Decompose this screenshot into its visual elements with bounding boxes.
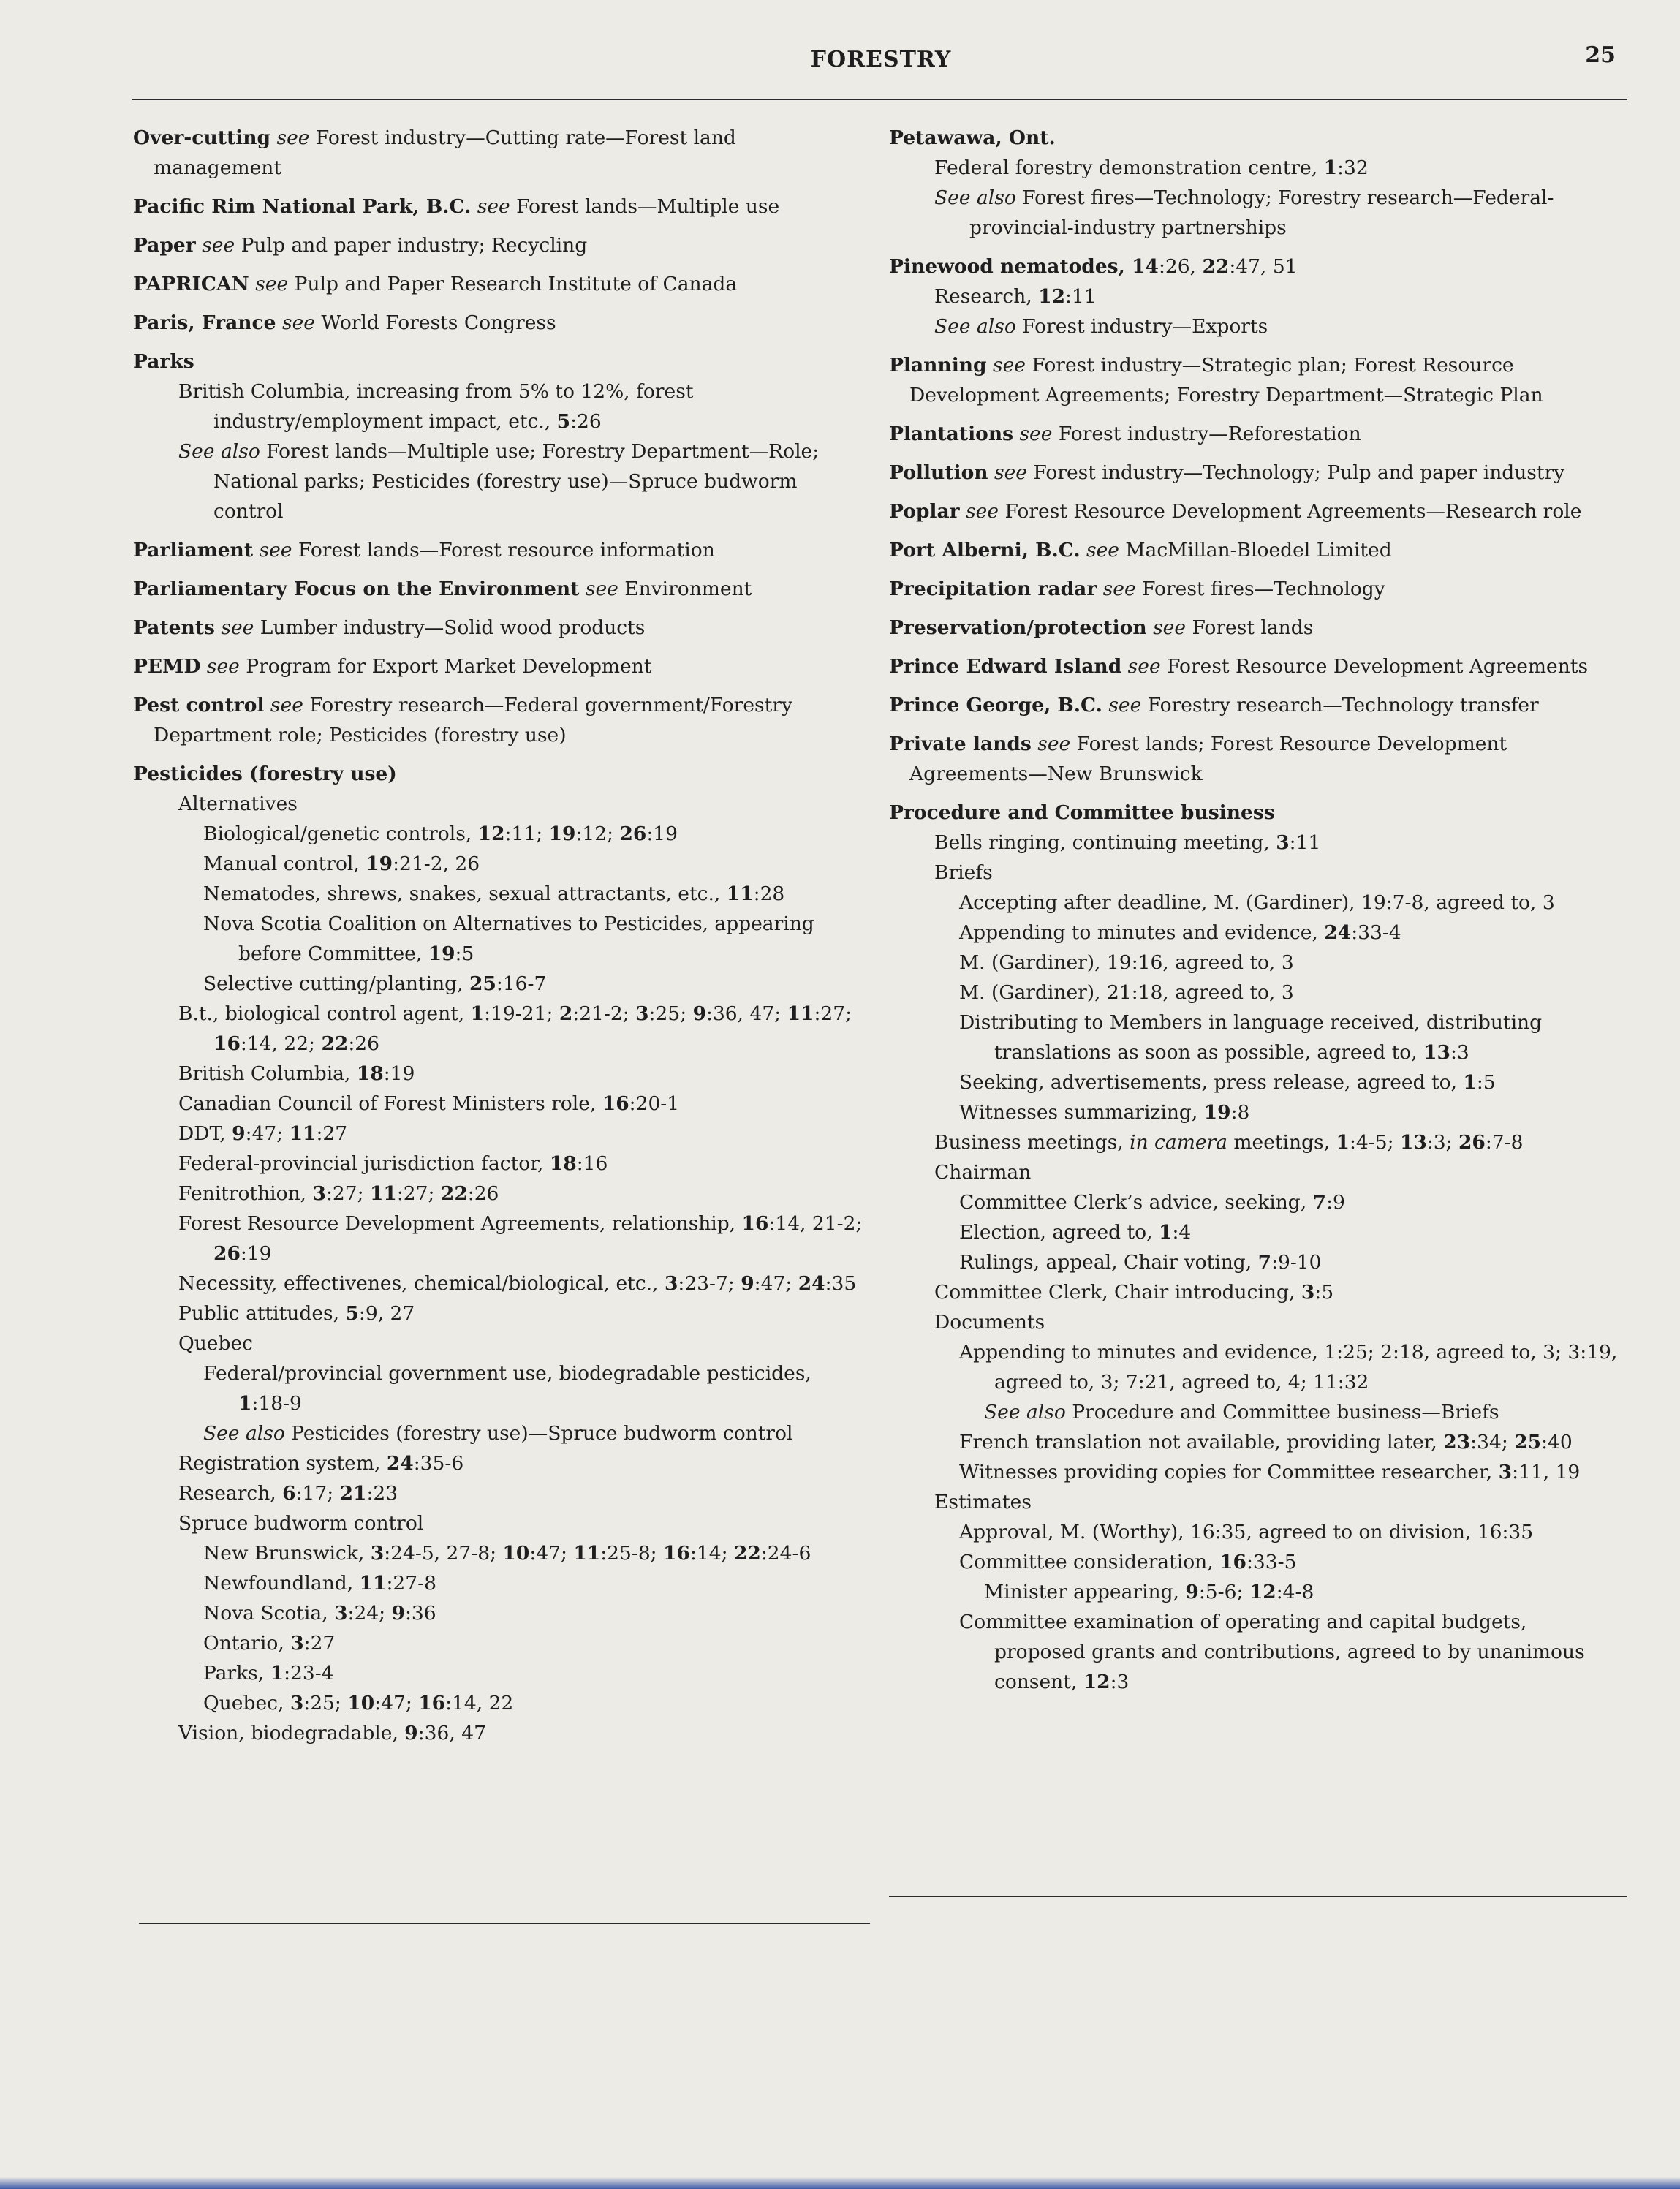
issue-number: 9 [404,1722,418,1744]
see-reference: see [276,126,310,149]
index-subentry: Necessity, effectivenes, chemical/biological, etc., 3:23-7; 9:47; 24:35 [178,1272,857,1295]
subentry-text: Pesticides (forestry use)—Spruce budworm control [291,1422,793,1445]
subentry-text: M. (Gardiner), 21:18, agreed to, 3 [959,981,1294,1004]
entry-heading: Planning [889,354,987,377]
issue-number: 1 [1158,1221,1173,1244]
index-subentry [178,1508,864,1538]
index-subentry: Newfoundland, 11:27-8 [203,1572,436,1595]
issue-number: 12 [1249,1581,1276,1603]
issue-number: 11 [573,1542,601,1565]
index-entry [133,269,864,299]
index-entry [133,230,864,260]
issue-number: 9 [741,1272,754,1295]
index-column-right [889,123,1620,1706]
index-subentry: B.t., biological control agent, 1:19-21; 2:21-2; 3:25; 9:36, 47; 11:27; 16:14, 22; 22:26 [178,1002,852,1055]
subentry-text: New Brunswick, [203,1542,371,1565]
see-reference: see [994,461,1027,484]
subentry-text: Forest fires—Technology; Forestry research—Federal-provincial-industry partnerships [969,186,1554,239]
issue-number: 16 [418,1692,446,1714]
subentry-text: Federal forestry demonstration centre, [934,156,1324,179]
issue-number: 19 [548,823,576,845]
issue-number: 13 [1423,1041,1450,1064]
see-reference: see [202,234,235,257]
issue-number: 24 [386,1452,414,1475]
subentry-text: Forest lands—Multiple use; Forestry Department—Role; National parks; Pesticides (forestry use)—Spruce budworm control [213,440,820,523]
subentry-text: Committee Clerk’s advice, seeking, [959,1191,1313,1214]
subentry-text: Approval, M. (Worthy), 16:35, agreed to on division, 16:35 [959,1521,1534,1543]
index-subentry [203,1418,864,1448]
issue-number: 11 [359,1572,387,1595]
subentry-text: Registration system, [178,1452,387,1475]
entry-heading: Patents [133,616,215,639]
index-subentry: Nova Scotia Coalition on Alternatives to Pesticides, appearing before Committee, 19:5 [203,912,814,965]
cross-reference-text: MacMillan-Bloedel Limited [1125,539,1392,562]
entry-heading: Paper [133,234,196,257]
index-subentry: Committee examination of operating and capital budgets, proposed grants and contributions, agreed to by unanimous consent, 12:3 [959,1611,1585,1693]
subentry-text: Quebec [178,1332,253,1355]
issue-number: 3 [635,1002,649,1025]
issue-number: 16 [741,1212,769,1235]
index-entry [133,535,864,565]
index-subentry: Federal/provincial government use, biodegradable pesticides, 1:18-9 [203,1362,811,1415]
subentry-text: Committee examination of operating and capital budgets, proposed grants and contributions, agreed to by unanimous consent, [959,1611,1585,1693]
index-entry [889,535,1620,565]
see-reference: see [1127,655,1161,678]
entry-heading: Pesticides (forestry use) [133,763,397,785]
entry-heading: Prince George, B.C. [889,694,1102,717]
index-subentry [959,888,1620,918]
subentry-text: Necessity, effectivenes, chemical/biological, etc., [178,1272,665,1295]
index-subentry [934,858,1620,888]
issue-number: 14 [1132,255,1159,278]
issue-number: 5 [556,410,571,433]
index-subentry: Witnesses summarizing, 19:8 [959,1101,1250,1124]
entry-heading: Poplar [889,500,960,523]
issue-number: 21 [339,1482,367,1505]
subentry-text: Ontario, [203,1632,291,1655]
subentry-text: Minister appearing, [984,1581,1186,1603]
index-subentry: New Brunswick, 3:24-5, 27-8; 10:47; 11:25-8; 16:14; 22:24-6 [203,1542,811,1565]
see-reference: see [221,616,254,639]
subentry-text: Procedure and Committee business—Briefs [1072,1401,1499,1424]
subentry-text: Chairman [934,1161,1032,1184]
issue-number: 26 [619,823,647,845]
issue-number: 26 [1458,1131,1486,1154]
subentry-text: Forest Resource Development Agreements, relationship, [178,1212,742,1235]
index-subentry [934,1487,1620,1517]
issue-number: 1 [1463,1071,1477,1094]
entry-heading: Pinewood nematodes, [889,255,1132,278]
issue-number: 18 [549,1152,577,1175]
index-subentry: Parks, 1:23-4 [203,1662,334,1685]
index-subentry [934,183,1620,243]
index-subentry: Distributing to Members in language received, distributing translations as soon as possible, agreed to, 13:3 [959,1011,1543,1064]
see-reference: see [281,311,315,334]
index-entry [133,192,864,222]
index-subentry [178,789,864,819]
entry-heading: Port Alberni, B.C. [889,539,1081,562]
subentry-text: Committee consideration, [959,1551,1220,1573]
subentry-text: Biological/genetic controls, [203,823,478,845]
subentry-text: Alternatives [178,793,298,815]
index-entry [133,690,864,750]
subentry-text: Documents [934,1311,1045,1334]
issue-number: 12 [1038,285,1066,308]
issue-number: 1 [270,1662,284,1685]
subentry-text: M. (Gardiner), 19:16, agreed to, 3 [959,951,1294,974]
index-subentry [934,1307,1620,1337]
issue-number: 23 [1443,1431,1471,1453]
index-subentry: Research, 6:17; 21:23 [178,1482,398,1505]
issue-number: 26 [213,1242,241,1265]
issue-number: 19 [366,852,393,875]
issue-number: 12 [477,823,505,845]
index-subentry [178,436,864,526]
subentry-text: Estimates [934,1491,1032,1513]
index-subentry: Minister appearing, 9:5-6; 12:4-8 [984,1581,1314,1603]
issue-number: 2 [559,1002,573,1025]
entry-heading: Over-cutting [133,126,271,149]
issue-number: 16 [663,1542,690,1565]
index-subentry: Research, 12:11 [934,285,1097,308]
issue-number: 19 [1203,1101,1231,1124]
cross-reference-text: Forest lands—Forest resource information [298,539,715,562]
issue-number: 9 [232,1122,246,1145]
entry-heading: Petawawa, Ont. [889,126,1056,149]
issue-number: 11 [726,882,754,905]
index-subentry: British Columbia, 18:19 [178,1062,415,1085]
subentry-text: Business meetings, [934,1131,1130,1154]
see-also-reference: See also [984,1401,1066,1424]
subentry-text: Committee Clerk, Chair introducing, [934,1281,1301,1304]
index-subentry: Federal-provincial jurisdiction factor, 18:16 [178,1152,608,1175]
issue-number: 18 [356,1062,384,1085]
issue-number: 3 [334,1602,348,1625]
subentry-text: Quebec, [203,1692,290,1714]
see-reference: see [585,578,618,600]
cross-reference-text: Lumber industry—Solid wood products [260,616,646,639]
see-reference: see [1153,616,1187,639]
cross-reference-text: Forest fires—Technology [1142,578,1385,600]
see-reference: see [1019,423,1053,445]
subentry-text: Research, [178,1482,283,1505]
see-reference: see [993,354,1026,377]
entry-heading: PEMD [133,655,201,678]
header-rule [132,99,1627,100]
entry-heading: Parliament [133,539,254,562]
entry-heading: Parliamentary Focus on the Environment [133,578,580,600]
index-subentry: Business meetings, in camera meetings, 1:4-5; 13:3; 26:7-8 [934,1131,1524,1154]
index-entry [889,419,1620,449]
subentry-text: Spruce budworm control [178,1512,424,1535]
index-subentry: Nova Scotia, 3:24; 9:36 [203,1602,436,1625]
issue-number: 10 [502,1542,530,1565]
entry-heading: Pacific Rim National Park, B.C. [133,195,472,218]
issue-number: 7 [1257,1251,1272,1274]
issue-number: 22 [440,1182,468,1205]
subentry-text: Appending to minutes and evidence, [959,921,1325,944]
issue-number: 1 [1336,1131,1350,1154]
entry-heading: Precipitation radar [889,578,1097,600]
index-entry [133,651,864,681]
index-subentry: Seeking, advertisements, press release, agreed to, 1:5 [959,1071,1496,1094]
issue-number: 24 [798,1272,825,1295]
index-entry [133,308,864,338]
subentry-text: Rulings, appeal, Chair voting, [959,1251,1258,1274]
entry-heading: Procedure and Committee business [889,801,1275,824]
issue-number: 9 [391,1602,405,1625]
subentry-text: Selective cutting/planting, [203,972,469,995]
subentry-text: Research, [934,285,1039,308]
subentry-text: B.t., biological control agent, [178,1002,471,1025]
index-subentry: Public attitudes, 5:9, 27 [178,1302,415,1325]
scan-edge [0,2177,1680,2189]
cross-reference-text: Forest lands—Multiple use [516,195,780,218]
index-entry: Pinewood nematodes, 14:26, 22:47, 51 Research, 12:11 See also Forest industry—Exports [889,252,1620,341]
index-entry [889,798,1620,1697]
subentry-text: DDT, [178,1122,232,1145]
entry-heading: Plantations [889,423,1014,445]
cross-reference-text: Forest lands; Forest Resource Development Agreements—New Brunswick [909,733,1507,785]
subentry-text: Newfoundland, [203,1572,360,1595]
issue-number: 25 [469,972,496,995]
issue-number: 6 [282,1482,296,1505]
subentry-text: Appending to minutes and evidence, 1:25; 2:18, agreed to, 3; 3:19, agreed to, 3; 7:21, agreed to, 4; 11:32 [959,1341,1618,1394]
running-head: FORESTRY [810,47,952,72]
issue-number: 12 [1083,1671,1110,1693]
subentry-text: Nematodes, shrews, snakes, sexual attractants, etc., [203,882,727,905]
index-entry [889,496,1620,526]
cross-reference-text: Program for Export Market Development [246,655,652,678]
index-entry [133,574,864,604]
index-subentry: Witnesses providing copies for Committee researcher, 3:11, 19 [959,1461,1581,1483]
right-column-end-rule [889,1896,1627,1897]
issue-number: 16 [1219,1551,1246,1573]
issue-number: 1 [1323,156,1338,179]
cross-reference-text: Forestry research—Technology transfer [1147,694,1539,717]
entry-heading: Private lands [889,733,1032,755]
issue-number: 3 [664,1272,678,1295]
cross-reference-text: Pulp and paper industry; Recycling [241,234,588,257]
issue-number: 13 [1399,1131,1427,1154]
cross-reference-text: Forest Resource Development Agreements [1167,655,1589,678]
page-number: 25 [1585,42,1616,68]
subentry-text: French translation not available, providing later, [959,1431,1444,1453]
index-entry [889,729,1620,789]
cross-reference-text: Environment [624,578,752,600]
index-subentry: Vision, biodegradable, 9:36, 47 [178,1722,486,1744]
see-also-reference: See also [178,440,260,463]
entry-heading: Prince Edward Island [889,655,1122,678]
index-entry [889,350,1620,410]
issue-number: 3 [1301,1281,1315,1304]
cross-reference-text: World Forests Congress [321,311,556,334]
entry-heading: Parks [133,350,194,373]
issue-number: 19 [428,942,455,965]
cross-reference-text: Forest industry—Strategic plan; Forest Resource Development Agreements; Forestry Department—Strategic Plan [909,354,1543,407]
index-subentry: Nematodes, shrews, snakes, sexual attractants, etc., 11:28 [203,882,785,905]
issue-number: 16 [213,1032,241,1055]
see-reference: see [966,500,999,523]
index-subentry [959,948,1620,978]
index-subentry: Appending to minutes and evidence, 24:33-4 [959,921,1401,944]
see-also-reference: See also [934,315,1016,338]
see-reference: see [1037,733,1071,755]
index-entry [889,574,1620,604]
index-subentry: Quebec, 3:25; 10:47; 16:14, 22 [203,1692,514,1714]
issue-number: 1 [238,1392,252,1415]
issue-number: 7 [1312,1191,1327,1214]
subentry-text: Fenitrothion, [178,1182,313,1205]
index-entry [889,651,1620,681]
left-column-end-rule [139,1923,870,1924]
see-reference: see [206,655,240,678]
page-header [132,42,1630,98]
issue-number: 3 [290,1692,304,1714]
see-reference: see [1108,694,1142,717]
subentry-text: Federal/provincial government use, biodegradable pesticides, [203,1362,811,1385]
issue-number: 22 [733,1542,761,1565]
subentry-text: Vision, biodegradable, [178,1722,405,1744]
see-reference: see [270,694,303,717]
index-entry [889,123,1620,243]
issue-number: 3 [312,1182,326,1205]
issue-number: 3 [1276,831,1290,854]
subentry-text: Seeking, advertisements, press release, agreed to, [959,1071,1464,1094]
cross-reference-text: Forest industry—Technology; Pulp and paper industry [1033,461,1565,484]
issue-number: 16 [602,1092,629,1115]
index-entry [133,759,864,1748]
cross-reference-text: Pulp and Paper Research Institute of Canada [294,273,738,295]
issue-number: 3 [1498,1461,1513,1483]
index-subentry: Biological/genetic controls, 12:11; 19:12; 26:19 [203,823,678,845]
subentry-text: Accepting after deadline, M. (Gardiner), 19:7-8, agreed to, 3 [959,891,1555,914]
see-reference: see [255,273,289,295]
see-reference: see [259,539,292,562]
index-entry [889,690,1620,720]
index-subentry [934,311,1620,341]
subentry-text: Forest industry—Exports [1022,315,1268,338]
index-subentry: Canadian Council of Forest Ministers role, 16:20-1 [178,1092,680,1115]
subentry-text: Election, agreed to, [959,1221,1159,1244]
issue-number: 22 [1202,255,1230,278]
see-reference: see [1086,539,1119,562]
see-also-reference: See also [934,186,1016,209]
issue-number: 24 [1324,921,1352,944]
index-subentry: British Columbia, increasing from 5% to 12%, forest industry/employment impact, etc., 5:26 [178,380,694,433]
index-subentry [934,1157,1620,1187]
see-reference: see [477,195,510,218]
subentry-text: Canadian Council of Forest Ministers role, [178,1092,602,1115]
subentry-text: Public attitudes, [178,1302,346,1325]
index-subentry: Registration system, 24:35-6 [178,1452,464,1475]
subentry-text: Nova Scotia, [203,1602,335,1625]
index-subentry: Manual control, 19:21-2, 26 [203,852,480,875]
entry-heading: PAPRICAN [133,273,249,295]
issue-number: 3 [370,1542,385,1565]
index-subentry: Ontario, 3:27 [203,1632,336,1655]
entry-heading: Pest control [133,694,265,717]
subentry-text: British Columbia, increasing from 5% to 12%, forest industry/employment impact, etc., [178,380,694,433]
index-subentry: Forest Resource Development Agreements, relationship, 16:14, 21-2; 26:19 [178,1212,863,1265]
issue-number: 25 [1514,1431,1542,1453]
index-subentry: Committee consideration, 16:33-5 [959,1551,1297,1573]
index-entry [889,458,1620,488]
issue-number: 11 [787,1002,814,1025]
index-subentry [959,1337,1620,1397]
issue-number: 3 [290,1632,304,1655]
see-reference: see [1102,578,1136,600]
subentry-text: Bells ringing, continuing meeting, [934,831,1276,854]
cross-reference-text: Forest lands [1192,616,1314,639]
see-also-reference: See also [203,1422,285,1445]
index-subentry: Election, agreed to, 1:4 [959,1221,1192,1244]
cross-reference-text: Forest Resource Development Agreements—Research role [1004,500,1582,523]
entry-heading: Paris, France [133,311,276,334]
italic-term: in camera [1130,1131,1227,1154]
issue-number: 22 [321,1032,349,1055]
issue-number: 1 [470,1002,485,1025]
index-subentry: French translation not available, providing later, 23:34; 25:40 [959,1431,1573,1453]
index-entry [133,123,864,183]
subentry-text: Witnesses summarizing, [959,1101,1204,1124]
subentry-text: Distributing to Members in language received, distributing translations as soon as possible, agreed to, [959,1011,1543,1064]
index-subentry: Committee Clerk, Chair introducing, 3:5 [934,1281,1334,1304]
index-subentry [984,1397,1620,1427]
entry-heading: Preservation/protection [889,616,1147,639]
index-subentry [959,1517,1620,1547]
issue-number: 5 [345,1302,359,1325]
cross-reference-text: Forest industry—Cutting rate—Forest land management [154,126,736,179]
issue-number: 10 [347,1692,375,1714]
index-subentry: Committee Clerk’s advice, seeking, 7:9 [959,1191,1345,1214]
index-subentry: Selective cutting/planting, 25:16-7 [203,972,547,995]
subentry-text: Parks, [203,1662,270,1685]
index-subentry: Fenitrothion, 3:27; 11:27; 22:26 [178,1182,499,1205]
index-entry [889,613,1620,643]
index-subentry: DDT, 9:47; 11:27 [178,1122,348,1145]
subentry-text: British Columbia, [178,1062,357,1085]
issue-number: 11 [289,1122,317,1145]
issue-number: 9 [1185,1581,1199,1603]
index-subentry [178,1328,864,1358]
subentry-text: Manual control, [203,852,366,875]
index-subentry: Rulings, appeal, Chair voting, 7:9-10 [959,1251,1322,1274]
cross-reference-text: Forestry research—Federal government/Forestry Department role; Pesticides (forestry use) [154,694,792,746]
index-subentry [959,978,1620,1007]
index-subentry: Federal forestry demonstration centre, 1:32 [934,156,1369,179]
subentry-text: Witnesses providing copies for Committee researcher, [959,1461,1499,1483]
subentry-text: Briefs [934,861,993,884]
issue-number: 9 [692,1002,707,1025]
index-entry [133,347,864,526]
subentry-text: meetings, [1227,1131,1336,1154]
entry-heading: Pollution [889,461,988,484]
cross-reference-text: Forest industry—Reforestation [1058,423,1361,445]
index-entry [133,613,864,643]
index-subentry: Bells ringing, continuing meeting, 3:11 [934,831,1321,854]
subentry-text: Federal-provincial jurisdiction factor, [178,1152,550,1175]
issue-number: 11 [369,1182,397,1205]
index-column-left [133,123,864,1757]
subentry-text: Nova Scotia Coalition on Alternatives to Pesticides, appearing before Committee, [203,912,814,965]
